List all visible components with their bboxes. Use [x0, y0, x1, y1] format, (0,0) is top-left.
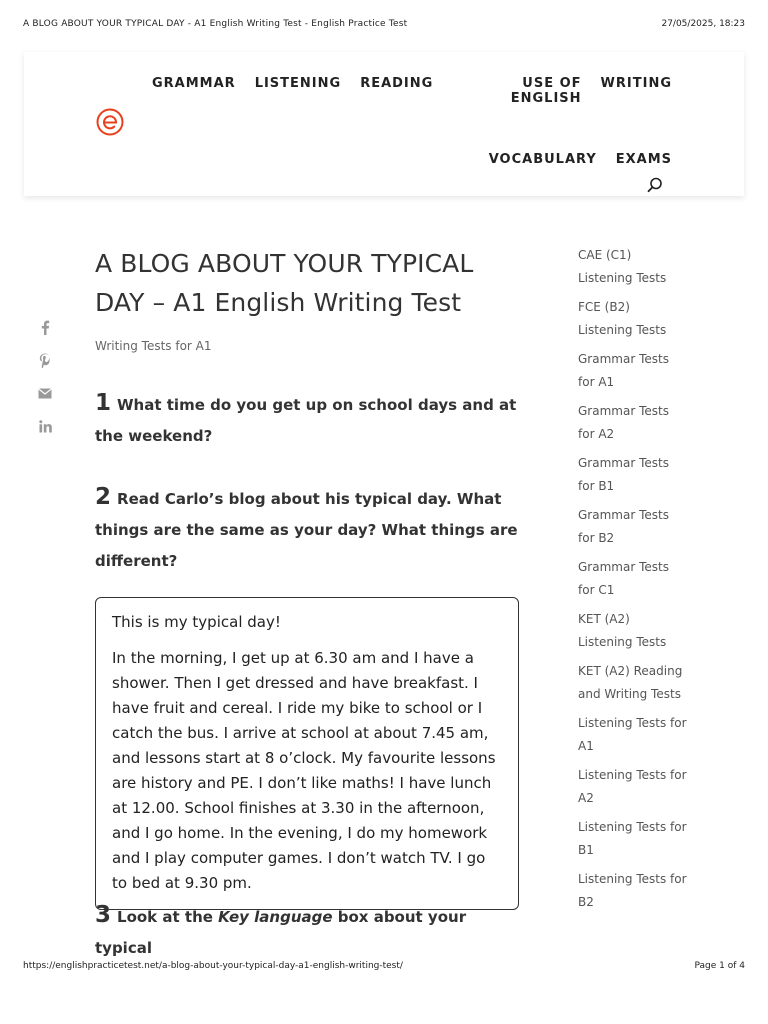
sidebar-link[interactable]: Listening Tests for A1 [578, 716, 687, 753]
site-header [24, 52, 744, 196]
post-category-link[interactable]: Writing Tests for A1 [95, 339, 212, 353]
post-content [95, 244, 525, 957]
question-text: What time do you get up on school days and at the weekend? [95, 396, 517, 445]
email-icon[interactable] [36, 384, 54, 402]
pinterest-icon[interactable] [36, 351, 54, 369]
question-number: 2 [95, 484, 112, 510]
print-page-title: A BLOG ABOUT YOUR TYPICAL DAY - A1 English Writing Test - English Practice Test [23, 19, 408, 29]
sidebar-link[interactable]: Grammar Tests for A1 [578, 352, 669, 389]
sidebar-categories [578, 244, 688, 920]
sidebar-link[interactable]: Listening Tests for B2 [578, 872, 687, 909]
example-blog-box [95, 597, 519, 910]
sidebar-link[interactable]: Listening Tests for A2 [578, 768, 687, 805]
blog-body: In the morning, I get up at 6.30 am and I have a shower. Then I get dressed and have breakfast. I have fruit and cereal. I ride my bike to school or I catch the bus. I arrive at school at about 7.45 am, and lessons start at 8 o’clock. My favourite lessons are history and PE. I don’t like maths! I have lunch at 12.00. School finishes at 3.30 in the afternoon, and I go home. In the evening, I do my homework and I play computer games. I don’t watch TV. I go to bed at 9.30 pm. [112, 649, 496, 892]
nav-writing[interactable]: WRITING [600, 76, 672, 91]
main-nav [152, 76, 672, 167]
sidebar-link[interactable]: KET (A2) Reading and Writing Tests [578, 664, 683, 701]
question-number: 1 [95, 390, 112, 416]
print-url: https://englishpracticetest.net/a-blog-about-your-typical-day-a1-english-writing-test/ [23, 961, 403, 971]
question-text-post: box about your typical [95, 908, 467, 957]
sidebar-link[interactable]: Listening Tests for B1 [578, 820, 687, 857]
question-text: Read Carlo’s blog about his typical day. What things are the same as your day? What things are different? [95, 490, 518, 570]
post-title: A BLOG ABOUT YOUR TYPICAL DAY – A1 English Writing Test [95, 249, 474, 317]
question-3 [95, 900, 525, 964]
sidebar-link[interactable]: KET (A2) Listening Tests [578, 612, 667, 649]
print-page-number: Page 1 of 4 [694, 961, 745, 971]
post-category [95, 339, 525, 353]
nav-vocabulary[interactable]: VOCABULARY [488, 152, 597, 167]
search-icon[interactable] [646, 176, 664, 194]
sidebar-link[interactable]: Grammar Tests for C1 [578, 560, 669, 597]
print-datetime: 27/05/2025, 18:23 [661, 19, 745, 29]
key-language-term: Key language [218, 908, 333, 926]
question-text-pre: Look at the [117, 908, 219, 926]
nav-grammar[interactable]: GRAMMAR [152, 76, 236, 91]
linkedin-icon[interactable] [36, 417, 54, 435]
nav-use-of-english[interactable]: USE OF ENGLISH [510, 76, 582, 106]
nav-listening[interactable]: LISTENING [254, 76, 342, 91]
sidebar-link[interactable]: FCE (B2) Listening Tests [578, 300, 667, 337]
nav-reading[interactable]: READING [360, 76, 434, 91]
share-bar [36, 318, 56, 450]
sidebar-link[interactable]: CAE (C1) Listening Tests [578, 248, 667, 285]
question-number: 3 [95, 902, 112, 928]
sidebar-link[interactable]: Grammar Tests for B2 [578, 508, 669, 545]
question-2 [95, 482, 525, 577]
facebook-icon[interactable] [36, 318, 54, 336]
question-1 [95, 388, 525, 452]
sidebar-link[interactable]: Grammar Tests for B1 [578, 456, 669, 493]
site-logo[interactable] [96, 108, 124, 136]
blog-greeting: This is my typical day! [112, 613, 281, 631]
nav-exams[interactable]: EXAMS [615, 152, 672, 167]
sidebar-link[interactable]: Grammar Tests for A2 [578, 404, 669, 441]
